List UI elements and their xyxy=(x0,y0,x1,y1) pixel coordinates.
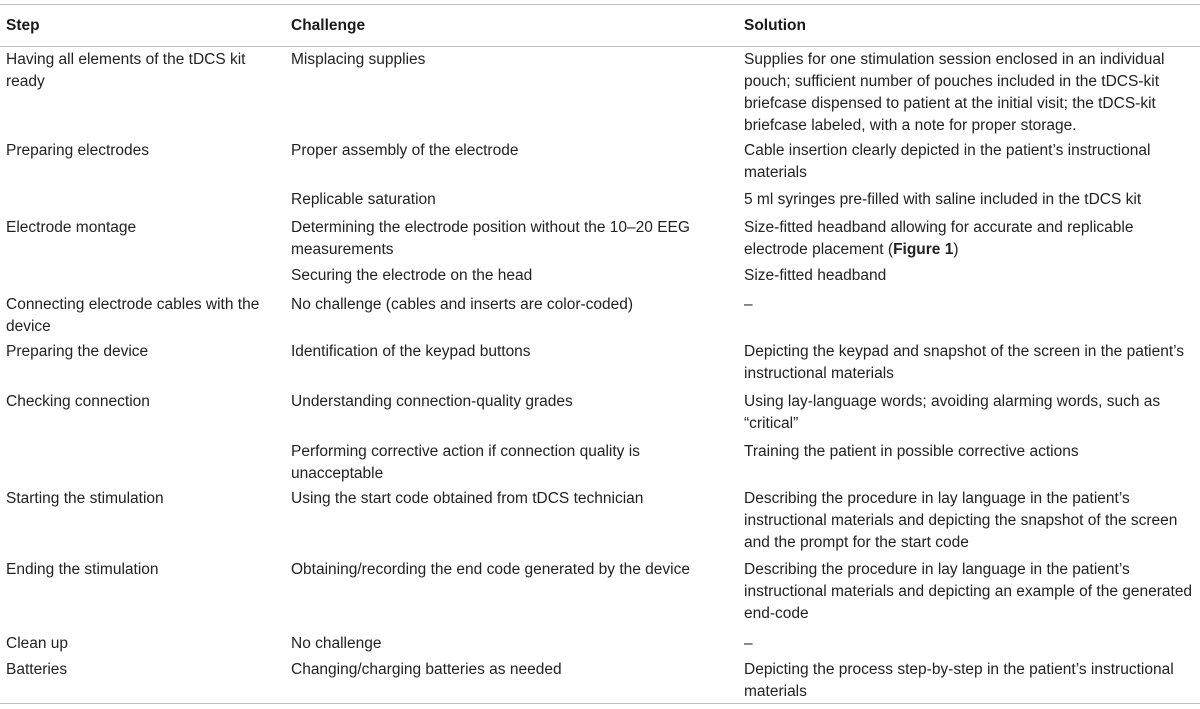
cell-solution: Supplies for one stimulation session enclosed in an individual pouch; sufficient number of pouches included in the tDCS-kit briefcase dispensed to patient at the initial visit; the tDCS-kit briefcase labeled, with a note for proper storage. xyxy=(744,51,1165,134)
cell-solution: Depicting the keypad and snapshot of the screen in the patient’s instructional materials xyxy=(744,342,1185,382)
cell-challenge: Misplacing supplies xyxy=(291,51,426,68)
header-row xyxy=(0,5,1200,47)
cell-solution: Size-fitted headband xyxy=(744,266,887,284)
cell-challenge: Proper assembly of the electrode xyxy=(291,141,519,159)
header-challenge: Challenge xyxy=(284,5,737,47)
table-row xyxy=(0,630,1200,657)
cell-solution: Cable insertion clearly depicted in the patient’s instructional materials xyxy=(744,141,1151,181)
cell-step xyxy=(0,189,284,216)
table-row xyxy=(0,559,1200,630)
cell-step xyxy=(0,439,284,488)
cell-step: Electrode montage xyxy=(6,218,137,236)
cell-challenge: Using the start code obtained from tDCS technician xyxy=(291,489,644,507)
cell-step: Starting the stimulation xyxy=(6,489,164,507)
cell-solution: Using lay-language words; avoiding alarming words, such as “critical” xyxy=(744,392,1161,432)
cell-challenge: No challenge (cables and inserts are color-coded) xyxy=(291,295,634,313)
table-row xyxy=(0,265,1200,292)
table-header xyxy=(0,5,1200,47)
cell-solution: Describing the procedure in lay language in the patient’s instructional materials and depicting an example of the generated end-code xyxy=(744,560,1193,622)
cell-challenge: Identification of the keypad buttons xyxy=(291,342,531,360)
cell-challenge: Securing the electrode on the head xyxy=(291,266,533,284)
cell-step: Preparing electrodes xyxy=(6,141,150,159)
cell-solution: Training the patient in possible corrective actions xyxy=(744,442,1079,460)
cell-solution: Describing the procedure in lay language in the patient’s instructional materials and depicting the snapshot of the screen and the prompt for the start code xyxy=(744,489,1178,551)
table-body xyxy=(0,47,1200,704)
solution-text: Size-fitted headband allowing for accurate and replicable electrode placement ( xyxy=(744,218,1134,258)
solution-text-end: ) xyxy=(953,240,959,258)
cell-step: Ending the stimulation xyxy=(6,560,159,578)
table-row xyxy=(0,140,1200,189)
table-row xyxy=(0,488,1200,559)
table-row xyxy=(0,216,1200,265)
cell-step: Preparing the device xyxy=(6,342,149,360)
cell-challenge: No challenge xyxy=(291,634,382,652)
cell-solution xyxy=(737,216,1200,265)
cell-challenge: Determining the electrode position without the 10–20 EEG measurements xyxy=(291,218,690,258)
table-row xyxy=(0,47,1200,140)
cell-step: Clean up xyxy=(6,634,69,652)
header-step: Step xyxy=(0,5,284,47)
cell-step: Batteries xyxy=(0,657,284,704)
header-solution: Solution xyxy=(737,5,1200,47)
cell-step: Connecting electrode cables with the device xyxy=(6,295,260,335)
cell-step: Checking connection xyxy=(6,392,150,410)
cell-challenge: Performing corrective action if connection quality is unacceptable xyxy=(291,442,640,482)
table-row xyxy=(0,439,1200,488)
cell-solution: Depicting the process step-by-step in the patient’s instructional materials xyxy=(737,657,1200,704)
cell-challenge: Obtaining/recording the end code generated by the device xyxy=(291,560,690,578)
table-row xyxy=(0,292,1200,341)
cell-challenge: Replicable saturation xyxy=(291,190,436,208)
cell-challenge: Understanding connection-quality grades xyxy=(291,392,573,410)
cell-challenge: Changing/charging batteries as needed xyxy=(284,657,737,704)
procedure-table xyxy=(0,4,1200,704)
cell-solution: – xyxy=(744,295,753,313)
figure-reference-link[interactable]: Figure 1 xyxy=(893,240,954,258)
table-row xyxy=(0,657,1200,704)
cell-step: Having all elements of the tDCS kit ready xyxy=(6,51,246,90)
table-row xyxy=(0,189,1200,216)
cell-solution: – xyxy=(744,634,753,652)
cell-solution: 5 ml syringes pre-filled with saline included in the tDCS kit xyxy=(744,190,1142,208)
table-row xyxy=(0,390,1200,439)
table-row xyxy=(0,341,1200,390)
cell-step xyxy=(0,265,284,292)
